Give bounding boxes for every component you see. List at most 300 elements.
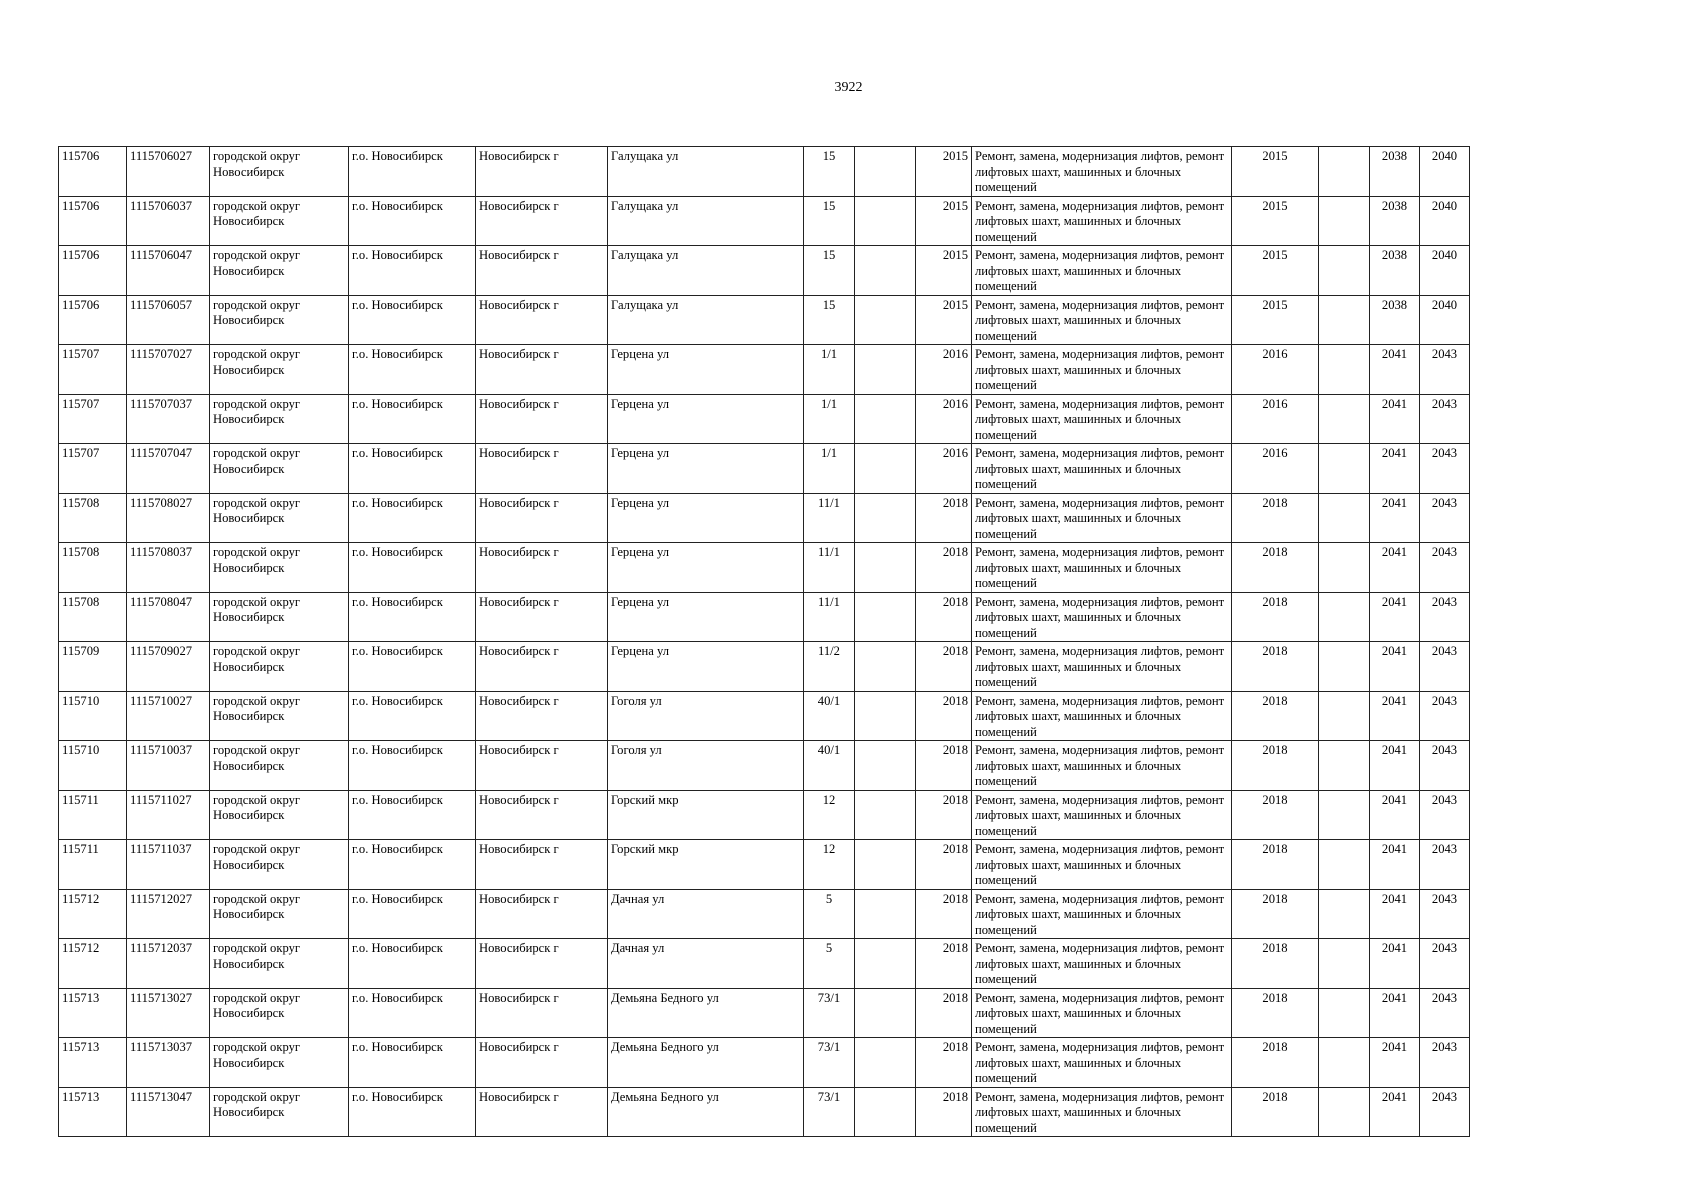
period-end-cell: 2043 xyxy=(1420,889,1470,939)
locality-cell: Новосибирск г xyxy=(476,790,608,840)
district-cell: городской округ Новосибирск xyxy=(210,988,349,1038)
municipality-cell: г.о. Новосибирск xyxy=(349,691,476,741)
commission-year-cell: 2018 xyxy=(916,691,972,741)
page-number: 3922 xyxy=(834,80,863,95)
district-cell: городской округ Новосибирск xyxy=(210,493,349,543)
table-row xyxy=(59,1038,1470,1088)
house-id-cell: 115707 xyxy=(59,394,127,444)
house-number-cell: 40/1 xyxy=(804,741,855,791)
work-type-cell: Ремонт, замена, модернизация лифтов, ремонт лифтовых шахт, машинных и блочных помещений xyxy=(972,493,1232,543)
street-cell: Галущака ул xyxy=(608,196,804,246)
street-cell: Герцена ул xyxy=(608,345,804,395)
element-id-cell: 1115710037 xyxy=(127,741,210,791)
house-id-cell: 115706 xyxy=(59,196,127,246)
house-number-cell: 11/2 xyxy=(804,642,855,692)
street-cell: Герцена ул xyxy=(608,642,804,692)
locality-cell: Новосибирск г xyxy=(476,345,608,395)
house-number-cell: 1/1 xyxy=(804,444,855,494)
street-cell: Герцена ул xyxy=(608,444,804,494)
commission-year-cell: 2015 xyxy=(916,196,972,246)
table-row xyxy=(59,741,1470,791)
district-cell: городской округ Новосибирск xyxy=(210,889,349,939)
period-start-cell: 2041 xyxy=(1370,790,1420,840)
work-type-cell: Ремонт, замена, модернизация лифтов, ремонт лифтовых шахт, машинных и блочных помещений xyxy=(972,444,1232,494)
district-cell: городской округ Новосибирск xyxy=(210,840,349,890)
element-id-cell: 1115711027 xyxy=(127,790,210,840)
work-type-cell: Ремонт, замена, модернизация лифтов, ремонт лифтовых шахт, машинных и блочных помещений xyxy=(972,642,1232,692)
empty-cell xyxy=(1319,889,1370,939)
house-id-cell: 115708 xyxy=(59,592,127,642)
work-type-cell: Ремонт, замена, модернизация лифтов, ремонт лифтовых шахт, машинных и блочных помещений xyxy=(972,147,1232,197)
period-end-cell: 2043 xyxy=(1420,939,1470,989)
empty-cell xyxy=(855,1087,916,1137)
element-id-cell: 1115712037 xyxy=(127,939,210,989)
commission-year-cell: 2018 xyxy=(916,1087,972,1137)
table-row xyxy=(59,592,1470,642)
empty-cell xyxy=(1319,988,1370,1038)
street-cell: Гоголя ул xyxy=(608,741,804,791)
element-id-cell: 1115707037 xyxy=(127,394,210,444)
period-end-cell: 2043 xyxy=(1420,592,1470,642)
house-id-cell: 115708 xyxy=(59,493,127,543)
empty-cell xyxy=(1319,246,1370,296)
period-end-cell: 2043 xyxy=(1420,642,1470,692)
period-end-cell: 2043 xyxy=(1420,840,1470,890)
last-repair-year-cell: 2018 xyxy=(1232,642,1319,692)
municipality-cell: г.о. Новосибирск xyxy=(349,1087,476,1137)
commission-year-cell: 2018 xyxy=(916,741,972,791)
period-start-cell: 2041 xyxy=(1370,642,1420,692)
last-repair-year-cell: 2018 xyxy=(1232,1038,1319,1088)
commission-year-cell: 2015 xyxy=(916,147,972,197)
table-row xyxy=(59,444,1470,494)
register-table-body xyxy=(59,147,1470,1137)
empty-cell xyxy=(855,196,916,246)
table-row xyxy=(59,988,1470,1038)
locality-cell: Новосибирск г xyxy=(476,889,608,939)
house-number-cell: 11/1 xyxy=(804,493,855,543)
commission-year-cell: 2018 xyxy=(916,939,972,989)
table-row xyxy=(59,642,1470,692)
last-repair-year-cell: 2018 xyxy=(1232,592,1319,642)
house-id-cell: 115711 xyxy=(59,790,127,840)
street-cell: Дачная ул xyxy=(608,889,804,939)
municipality-cell: г.о. Новосибирск xyxy=(349,988,476,1038)
period-end-cell: 2040 xyxy=(1420,295,1470,345)
house-id-cell: 115709 xyxy=(59,642,127,692)
element-id-cell: 1115706047 xyxy=(127,246,210,296)
commission-year-cell: 2018 xyxy=(916,988,972,1038)
district-cell: городской округ Новосибирск xyxy=(210,1087,349,1137)
locality-cell: Новосибирск г xyxy=(476,196,608,246)
municipality-cell: г.о. Новосибирск xyxy=(349,394,476,444)
house-id-cell: 115713 xyxy=(59,1038,127,1088)
empty-cell xyxy=(855,889,916,939)
house-number-cell: 11/1 xyxy=(804,592,855,642)
empty-cell xyxy=(855,394,916,444)
house-id-cell: 115712 xyxy=(59,889,127,939)
last-repair-year-cell: 2018 xyxy=(1232,790,1319,840)
element-id-cell: 1115713027 xyxy=(127,988,210,1038)
locality-cell: Новосибирск г xyxy=(476,147,608,197)
period-start-cell: 2041 xyxy=(1370,345,1420,395)
house-number-cell: 15 xyxy=(804,295,855,345)
house-number-cell: 73/1 xyxy=(804,988,855,1038)
period-end-cell: 2043 xyxy=(1420,1087,1470,1137)
street-cell: Галущака ул xyxy=(608,246,804,296)
empty-cell xyxy=(1319,543,1370,593)
period-start-cell: 2041 xyxy=(1370,543,1420,593)
table-row xyxy=(59,840,1470,890)
municipality-cell: г.о. Новосибирск xyxy=(349,196,476,246)
empty-cell xyxy=(1319,493,1370,543)
empty-cell xyxy=(1319,691,1370,741)
district-cell: городской округ Новосибирск xyxy=(210,790,349,840)
period-start-cell: 2041 xyxy=(1370,444,1420,494)
table-row xyxy=(59,295,1470,345)
table-row xyxy=(59,691,1470,741)
table-row xyxy=(59,196,1470,246)
municipality-cell: г.о. Новосибирск xyxy=(349,741,476,791)
empty-cell xyxy=(1319,147,1370,197)
period-end-cell: 2043 xyxy=(1420,1038,1470,1088)
empty-cell xyxy=(1319,840,1370,890)
element-id-cell: 1115712027 xyxy=(127,889,210,939)
municipality-cell: г.о. Новосибирск xyxy=(349,1038,476,1088)
street-cell: Герцена ул xyxy=(608,592,804,642)
last-repair-year-cell: 2018 xyxy=(1232,889,1319,939)
district-cell: городской округ Новосибирск xyxy=(210,642,349,692)
period-start-cell: 2038 xyxy=(1370,196,1420,246)
empty-cell xyxy=(1319,394,1370,444)
last-repair-year-cell: 2015 xyxy=(1232,295,1319,345)
district-cell: городской округ Новосибирск xyxy=(210,444,349,494)
period-start-cell: 2041 xyxy=(1370,1087,1420,1137)
locality-cell: Новосибирск г xyxy=(476,1087,608,1137)
period-start-cell: 2041 xyxy=(1370,691,1420,741)
district-cell: городской округ Новосибирск xyxy=(210,741,349,791)
locality-cell: Новосибирск г xyxy=(476,444,608,494)
municipality-cell: г.о. Новосибирск xyxy=(349,444,476,494)
locality-cell: Новосибирск г xyxy=(476,642,608,692)
empty-cell xyxy=(855,493,916,543)
house-id-cell: 115708 xyxy=(59,543,127,593)
last-repair-year-cell: 2018 xyxy=(1232,988,1319,1038)
last-repair-year-cell: 2018 xyxy=(1232,543,1319,593)
street-cell: Демьяна Бедного ул xyxy=(608,1087,804,1137)
house-number-cell: 73/1 xyxy=(804,1038,855,1088)
house-number-cell: 12 xyxy=(804,790,855,840)
municipality-cell: г.о. Новосибирск xyxy=(349,345,476,395)
element-id-cell: 1115707047 xyxy=(127,444,210,494)
work-type-cell: Ремонт, замена, модернизация лифтов, ремонт лифтовых шахт, машинных и блочных помещений xyxy=(972,1087,1232,1137)
commission-year-cell: 2015 xyxy=(916,295,972,345)
period-end-cell: 2043 xyxy=(1420,691,1470,741)
last-repair-year-cell: 2018 xyxy=(1232,1087,1319,1137)
district-cell: городской округ Новосибирск xyxy=(210,939,349,989)
work-type-cell: Ремонт, замена, модернизация лифтов, ремонт лифтовых шахт, машинных и блочных помещений xyxy=(972,295,1232,345)
house-number-cell: 12 xyxy=(804,840,855,890)
street-cell: Галущака ул xyxy=(608,147,804,197)
element-id-cell: 1115706027 xyxy=(127,147,210,197)
municipality-cell: г.о. Новосибирск xyxy=(349,295,476,345)
commission-year-cell: 2016 xyxy=(916,345,972,395)
period-end-cell: 2040 xyxy=(1420,196,1470,246)
empty-cell xyxy=(1319,1038,1370,1088)
house-id-cell: 115711 xyxy=(59,840,127,890)
work-type-cell: Ремонт, замена, модернизация лифтов, ремонт лифтовых шахт, машинных и блочных помещений xyxy=(972,196,1232,246)
municipality-cell: г.о. Новосибирск xyxy=(349,246,476,296)
municipality-cell: г.о. Новосибирск xyxy=(349,543,476,593)
house-id-cell: 115713 xyxy=(59,988,127,1038)
locality-cell: Новосибирск г xyxy=(476,939,608,989)
empty-cell xyxy=(1319,444,1370,494)
empty-cell xyxy=(855,790,916,840)
period-end-cell: 2043 xyxy=(1420,345,1470,395)
house-number-cell: 1/1 xyxy=(804,345,855,395)
period-end-cell: 2043 xyxy=(1420,988,1470,1038)
street-cell: Гоголя ул xyxy=(608,691,804,741)
period-start-cell: 2041 xyxy=(1370,988,1420,1038)
house-id-cell: 115707 xyxy=(59,345,127,395)
work-type-cell: Ремонт, замена, модернизация лифтов, ремонт лифтовых шахт, машинных и блочных помещений xyxy=(972,1038,1232,1088)
empty-cell xyxy=(855,295,916,345)
work-type-cell: Ремонт, замена, модернизация лифтов, ремонт лифтовых шахт, машинных и блочных помещений xyxy=(972,246,1232,296)
municipality-cell: г.о. Новосибирск xyxy=(349,889,476,939)
last-repair-year-cell: 2018 xyxy=(1232,840,1319,890)
empty-cell xyxy=(855,691,916,741)
district-cell: городской округ Новосибирск xyxy=(210,394,349,444)
empty-cell xyxy=(855,939,916,989)
empty-cell xyxy=(855,840,916,890)
house-number-cell: 73/1 xyxy=(804,1087,855,1137)
commission-year-cell: 2018 xyxy=(916,889,972,939)
table-row xyxy=(59,543,1470,593)
house-id-cell: 115710 xyxy=(59,691,127,741)
street-cell: Горский мкр xyxy=(608,790,804,840)
municipality-cell: г.о. Новосибирск xyxy=(349,790,476,840)
locality-cell: Новосибирск г xyxy=(476,592,608,642)
house-number-cell: 1/1 xyxy=(804,394,855,444)
district-cell: городской округ Новосибирск xyxy=(210,691,349,741)
period-start-cell: 2041 xyxy=(1370,394,1420,444)
commission-year-cell: 2018 xyxy=(916,790,972,840)
element-id-cell: 1115711037 xyxy=(127,840,210,890)
period-start-cell: 2041 xyxy=(1370,1038,1420,1088)
house-number-cell: 15 xyxy=(804,246,855,296)
district-cell: городской округ Новосибирск xyxy=(210,345,349,395)
period-start-cell: 2041 xyxy=(1370,939,1420,989)
district-cell: городской округ Новосибирск xyxy=(210,1038,349,1088)
street-cell: Дачная ул xyxy=(608,939,804,989)
work-type-cell: Ремонт, замена, модернизация лифтов, ремонт лифтовых шахт, машинных и блочных помещений xyxy=(972,592,1232,642)
commission-year-cell: 2018 xyxy=(916,493,972,543)
commission-year-cell: 2015 xyxy=(916,246,972,296)
table-row xyxy=(59,345,1470,395)
house-number-cell: 40/1 xyxy=(804,691,855,741)
work-type-cell: Ремонт, замена, модернизация лифтов, ремонт лифтовых шахт, машинных и блочных помещений xyxy=(972,988,1232,1038)
house-id-cell: 115706 xyxy=(59,147,127,197)
street-cell: Герцена ул xyxy=(608,394,804,444)
house-id-cell: 115710 xyxy=(59,741,127,791)
empty-cell xyxy=(855,988,916,1038)
locality-cell: Новосибирск г xyxy=(476,691,608,741)
house-number-cell: 5 xyxy=(804,939,855,989)
street-cell: Герцена ул xyxy=(608,543,804,593)
house-id-cell: 115713 xyxy=(59,1087,127,1137)
element-id-cell: 1115708027 xyxy=(127,493,210,543)
work-type-cell: Ремонт, замена, модернизация лифтов, ремонт лифтовых шахт, машинных и блочных помещений xyxy=(972,840,1232,890)
last-repair-year-cell: 2018 xyxy=(1232,939,1319,989)
empty-cell xyxy=(1319,939,1370,989)
element-id-cell: 1115707027 xyxy=(127,345,210,395)
municipality-cell: г.о. Новосибирск xyxy=(349,592,476,642)
commission-year-cell: 2018 xyxy=(916,642,972,692)
period-end-cell: 2043 xyxy=(1420,790,1470,840)
last-repair-year-cell: 2016 xyxy=(1232,345,1319,395)
commission-year-cell: 2018 xyxy=(916,543,972,593)
period-end-cell: 2043 xyxy=(1420,394,1470,444)
empty-cell xyxy=(1319,1087,1370,1137)
last-repair-year-cell: 2016 xyxy=(1232,444,1319,494)
empty-cell xyxy=(1319,790,1370,840)
municipality-cell: г.о. Новосибирск xyxy=(349,840,476,890)
street-cell: Горский мкр xyxy=(608,840,804,890)
period-start-cell: 2038 xyxy=(1370,147,1420,197)
commission-year-cell: 2018 xyxy=(916,1038,972,1088)
last-repair-year-cell: 2015 xyxy=(1232,196,1319,246)
municipality-cell: г.о. Новосибирск xyxy=(349,493,476,543)
period-start-cell: 2038 xyxy=(1370,246,1420,296)
locality-cell: Новосибирск г xyxy=(476,1038,608,1088)
empty-cell xyxy=(1319,592,1370,642)
period-end-cell: 2043 xyxy=(1420,444,1470,494)
municipality-cell: г.о. Новосибирск xyxy=(349,642,476,692)
period-start-cell: 2041 xyxy=(1370,889,1420,939)
last-repair-year-cell: 2016 xyxy=(1232,394,1319,444)
table-row xyxy=(59,394,1470,444)
last-repair-year-cell: 2018 xyxy=(1232,741,1319,791)
empty-cell xyxy=(855,741,916,791)
element-id-cell: 1115706037 xyxy=(127,196,210,246)
element-id-cell: 1115706057 xyxy=(127,295,210,345)
locality-cell: Новосибирск г xyxy=(476,543,608,593)
period-end-cell: 2040 xyxy=(1420,246,1470,296)
house-number-cell: 5 xyxy=(804,889,855,939)
work-type-cell: Ремонт, замена, модернизация лифтов, ремонт лифтовых шахт, машинных и блочных помещений xyxy=(972,741,1232,791)
empty-cell xyxy=(855,444,916,494)
empty-cell xyxy=(855,147,916,197)
street-cell: Демьяна Бедного ул xyxy=(608,988,804,1038)
last-repair-year-cell: 2015 xyxy=(1232,246,1319,296)
element-id-cell: 1115713047 xyxy=(127,1087,210,1137)
last-repair-year-cell: 2018 xyxy=(1232,691,1319,741)
house-number-cell: 11/1 xyxy=(804,543,855,593)
capital-repair-register-table xyxy=(58,146,1470,1137)
commission-year-cell: 2018 xyxy=(916,840,972,890)
element-id-cell: 1115710027 xyxy=(127,691,210,741)
locality-cell: Новосибирск г xyxy=(476,295,608,345)
work-type-cell: Ремонт, замена, модернизация лифтов, ремонт лифтовых шахт, машинных и блочных помещений xyxy=(972,790,1232,840)
empty-cell xyxy=(1319,345,1370,395)
commission-year-cell: 2016 xyxy=(916,394,972,444)
house-id-cell: 115706 xyxy=(59,295,127,345)
locality-cell: Новосибирск г xyxy=(476,741,608,791)
work-type-cell: Ремонт, замена, модернизация лифтов, ремонт лифтовых шахт, машинных и блочных помещений xyxy=(972,939,1232,989)
empty-cell xyxy=(1319,295,1370,345)
period-end-cell: 2043 xyxy=(1420,741,1470,791)
empty-cell xyxy=(1319,741,1370,791)
district-cell: городской округ Новосибирск xyxy=(210,246,349,296)
element-id-cell: 1115708047 xyxy=(127,592,210,642)
locality-cell: Новосибирск г xyxy=(476,493,608,543)
table-row xyxy=(59,493,1470,543)
locality-cell: Новосибирск г xyxy=(476,840,608,890)
element-id-cell: 1115708037 xyxy=(127,543,210,593)
street-cell: Галущака ул xyxy=(608,295,804,345)
period-start-cell: 2041 xyxy=(1370,493,1420,543)
empty-cell xyxy=(855,1038,916,1088)
street-cell: Демьяна Бедного ул xyxy=(608,1038,804,1088)
house-number-cell: 15 xyxy=(804,147,855,197)
last-repair-year-cell: 2018 xyxy=(1232,493,1319,543)
house-number-cell: 15 xyxy=(804,196,855,246)
last-repair-year-cell: 2015 xyxy=(1232,147,1319,197)
period-start-cell: 2038 xyxy=(1370,295,1420,345)
empty-cell xyxy=(1319,196,1370,246)
period-end-cell: 2040 xyxy=(1420,147,1470,197)
empty-cell xyxy=(855,345,916,395)
work-type-cell: Ремонт, замена, модернизация лифтов, ремонт лифтовых шахт, машинных и блочных помещений xyxy=(972,543,1232,593)
district-cell: городской округ Новосибирск xyxy=(210,543,349,593)
work-type-cell: Ремонт, замена, модернизация лифтов, ремонт лифтовых шахт, машинных и блочных помещений xyxy=(972,345,1232,395)
house-id-cell: 115706 xyxy=(59,246,127,296)
locality-cell: Новосибирск г xyxy=(476,988,608,1038)
period-end-cell: 2043 xyxy=(1420,493,1470,543)
house-id-cell: 115712 xyxy=(59,939,127,989)
commission-year-cell: 2016 xyxy=(916,444,972,494)
empty-cell xyxy=(855,543,916,593)
element-id-cell: 1115713037 xyxy=(127,1038,210,1088)
table-row xyxy=(59,790,1470,840)
street-cell: Герцена ул xyxy=(608,493,804,543)
element-id-cell: 1115709027 xyxy=(127,642,210,692)
period-start-cell: 2041 xyxy=(1370,741,1420,791)
table-row xyxy=(59,939,1470,989)
period-start-cell: 2041 xyxy=(1370,592,1420,642)
district-cell: городской округ Новосибирск xyxy=(210,295,349,345)
work-type-cell: Ремонт, замена, модернизация лифтов, ремонт лифтовых шахт, машинных и блочных помещений xyxy=(972,889,1232,939)
table-row xyxy=(59,246,1470,296)
municipality-cell: г.о. Новосибирск xyxy=(349,147,476,197)
work-type-cell: Ремонт, замена, модернизация лифтов, ремонт лифтовых шахт, машинных и блочных помещений xyxy=(972,691,1232,741)
table-row xyxy=(59,147,1470,197)
work-type-cell: Ремонт, замена, модернизация лифтов, ремонт лифтовых шахт, машинных и блочных помещений xyxy=(972,394,1232,444)
district-cell: городской округ Новосибирск xyxy=(210,147,349,197)
house-id-cell: 115707 xyxy=(59,444,127,494)
commission-year-cell: 2018 xyxy=(916,592,972,642)
table-row xyxy=(59,889,1470,939)
district-cell: городской округ Новосибирск xyxy=(210,592,349,642)
locality-cell: Новосибирск г xyxy=(476,394,608,444)
district-cell: городской округ Новосибирск xyxy=(210,196,349,246)
period-end-cell: 2043 xyxy=(1420,543,1470,593)
empty-cell xyxy=(855,642,916,692)
period-start-cell: 2041 xyxy=(1370,840,1420,890)
empty-cell xyxy=(855,592,916,642)
table-row xyxy=(59,1087,1470,1137)
empty-cell xyxy=(855,246,916,296)
